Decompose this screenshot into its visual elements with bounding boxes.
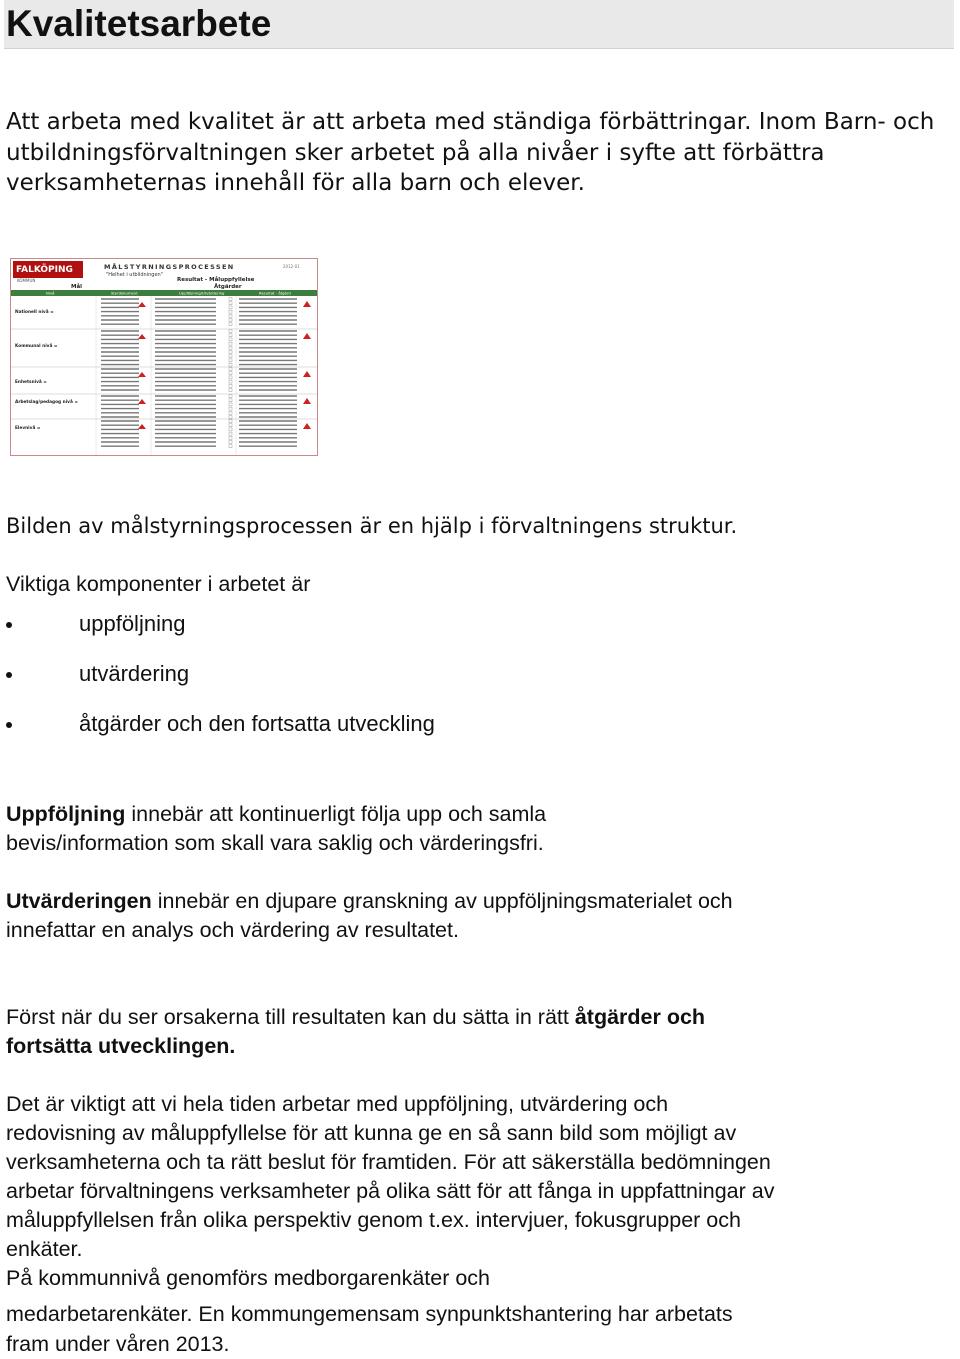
level-elev: Elevnivå = — [15, 426, 41, 431]
title-bar — [4, 0, 954, 49]
figure-heading: MÅLSTYRNINGSPROCESSEN — [104, 263, 235, 271]
utvardering-text: innebär en djupare granskning av uppföljningsmaterialet och innefattar en analys och värdering av resultatet. — [6, 889, 733, 942]
figure-caption: Bilden av målstyrningsprocessen är en hjälp i förvaltningens struktur. — [6, 514, 738, 538]
intro-paragraph: Att arbeta med kvalitet är att arbeta med ständiga förbättringar. Inom Barn- och utbildningsförvaltningen sker arbetet på alla nivåer i syfte att förbättra verksamheternas innehåll för alla barn och elever. — [6, 109, 935, 196]
right-header-1: Resultat - Måluppfyllelse — [177, 277, 255, 283]
left-header: Mål — [71, 284, 83, 290]
col-res: Resultat - åtgärd — [259, 290, 291, 296]
list-item-text: åtgärder och den fortsatta utveckling — [79, 711, 435, 736]
right-header-2: Åtgärder — [214, 284, 242, 290]
uppfoljning-paragraph — [6, 800, 666, 858]
utvardering-term: Utvärderingen — [6, 889, 152, 913]
closing-paragraph: Det är viktigt att vi hela tiden arbetar med uppföljning, utvärdering och redovisning av måluppfyllelse för att kunna ge en så sann bild som möjligt av verksamheterna och ta rätt beslut för framtiden. För att säkerställa bedömningen arbetar förvaltningens verksamheter på olika sätt för att fånga in uppfattningar av måluppfyllelsen från olika perspektiv genom t.ex. intervjuer, fokusgrupper och enkäter. — [6, 1092, 775, 1261]
logo-sub: KOMMUN — [17, 278, 36, 283]
bullet-icon — [6, 722, 12, 728]
components-intro: Viktiga komponenter i arbetet är — [6, 572, 311, 596]
figure-date: 2012-01 — [283, 264, 300, 269]
list-item-text: uppföljning — [79, 611, 186, 636]
level-enhet: Enhetsnivå = — [15, 380, 47, 385]
process-figure — [10, 258, 318, 456]
atgarder-text: Först när du ser orsakerna till resultaten kan du sätta in rätt — [6, 1005, 575, 1029]
bullet-icon — [6, 622, 12, 628]
closing-paragraph-2: På kommunnivå genomförs medborgarenkäter och — [6, 1266, 491, 1290]
bullet-icon — [6, 672, 12, 678]
page-title: Kvalitetsarbete — [6, 3, 272, 44]
uppfoljning-term: Uppföljning — [6, 802, 126, 826]
col-uppf: Uppföljning/Utvärdering — [179, 290, 225, 296]
atgarder-paragraph — [6, 1003, 796, 1061]
closing-paragraph-3: medarbetarenkäter. En kommungemensam synpunktshantering har arbetats fram under våren 2013. — [6, 1302, 733, 1356]
process-diagram — [11, 259, 317, 455]
level-arbetslag: Arbetslag/pedagog nivå = — [15, 400, 78, 405]
logo-text: FALKÖPING — [16, 265, 73, 275]
list-item-text: utvärdering — [79, 661, 190, 686]
figure-subheading: "Helhet i utbildningen" — [106, 272, 163, 278]
col-styr: Styrdokument — [111, 290, 138, 296]
col-niva: Nivå — [46, 290, 55, 296]
utvardering-paragraph — [6, 887, 751, 945]
uppfoljning-text: innebär att kontinuerligt följa upp och samla bevis/information som skall vara saklig och värderingsfri. — [6, 802, 547, 855]
atgarder-bold: åtgärder och fortsätta utvecklingen. — [6, 1005, 706, 1058]
level-nationell: Nationell nivå = — [15, 310, 54, 315]
level-kommunal: Kommunal nivå = — [15, 344, 58, 349]
